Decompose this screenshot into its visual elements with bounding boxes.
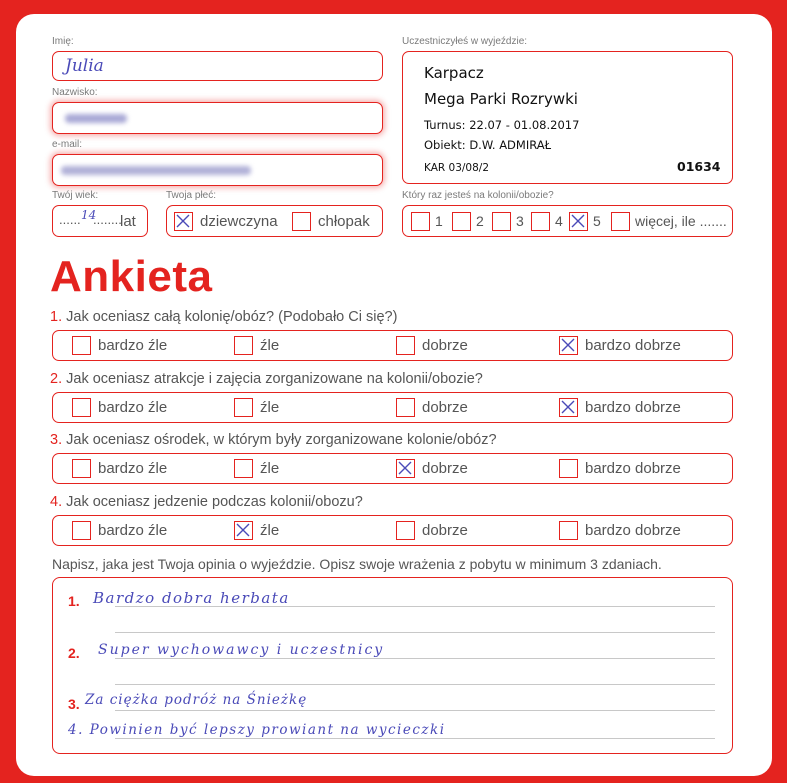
x-mark-icon [235,522,251,538]
trip-code: KAR 03/08/2 [424,162,489,174]
question-1-text [50,309,397,325]
age-unit: lat [120,213,136,230]
q3-option-3-checkbox[interactable] [396,459,415,478]
q1-option-2-label: źle [260,337,280,354]
email-redacted [61,166,251,175]
trip-obiekt: Obiekt: D.W. ADMIRAŁ [424,138,552,152]
times-5-label: 5 [593,213,601,229]
times-5-checkbox[interactable] [569,212,588,231]
opinion-line-4: 4. Powinien być lepszy prowiant na wycieczki [68,722,446,738]
question-2-text [50,371,483,387]
times-3-label: 3 [516,213,524,229]
q1-option-3-label: dobrze [422,337,468,354]
name-value: Julia [65,56,104,76]
q3-option-1-label: bardzo źle [98,460,168,477]
q4-option-2-label: źle [260,522,280,539]
question-number: 1. [50,309,63,325]
question-4-options [52,515,733,546]
q4-option-3-label: dobrze [422,522,468,539]
q4-option-4-label: bardzo dobrze [585,522,681,539]
trip-label: Uczestniczyłeś w wyjeździe: [402,36,528,47]
times-1-checkbox[interactable] [411,212,430,231]
q2-option-3-checkbox[interactable] [396,398,415,417]
q1-option-4-checkbox[interactable] [559,336,578,355]
age-field[interactable] [52,205,148,237]
gender-label: Twoja płeć: [166,190,217,201]
q2-option-1-checkbox[interactable] [72,398,91,417]
question-label: Jak oceniasz ośrodek, w którym były zorganizowane kolonie/obóz? [66,432,497,448]
x-mark-icon [560,399,576,415]
q1-option-1-label: bardzo źle [98,337,168,354]
email-label: e-mail: [52,139,83,150]
x-mark-icon [570,213,586,229]
opinion-line-2: Super wychowawcy i uczestnicy [98,642,385,658]
age-dots-after: ........ [93,212,122,227]
question-3-text [50,432,497,448]
opinion-num-1: 1. [68,593,80,609]
surname-redacted [65,114,127,123]
name-label: Imię: [52,36,74,47]
gender-field [166,205,383,237]
q1-option-1-checkbox[interactable] [72,336,91,355]
age-value: 14 [81,208,97,222]
q3-option-4-checkbox[interactable] [559,459,578,478]
q2-option-4-checkbox[interactable] [559,398,578,417]
q1-option-3-checkbox[interactable] [396,336,415,355]
gender-female-checkbox[interactable] [174,212,193,231]
q4-option-4-checkbox[interactable] [559,521,578,540]
question-4-text [50,494,363,510]
question-1-options [52,330,733,361]
q4-option-3-checkbox[interactable] [396,521,415,540]
question-3-options [52,453,733,484]
q1-option-2-checkbox[interactable] [234,336,253,355]
q3-option-2-label: źle [260,460,280,477]
times-4-label: 4 [555,213,563,229]
q2-option-2-checkbox[interactable] [234,398,253,417]
times-2-label: 2 [476,213,484,229]
trip-park: Mega Parki Rozrywki [424,90,578,108]
opinion-box[interactable] [52,577,733,754]
question-number: 3. [50,432,63,448]
gender-male-label: chłopak [318,213,370,230]
q4-option-1-label: bardzo źle [98,522,168,539]
q4-option-2-checkbox[interactable] [234,521,253,540]
age-dots-before: ...... [59,212,81,227]
q3-option-1-checkbox[interactable] [72,459,91,478]
x-mark-icon [560,337,576,353]
name-field[interactable] [52,51,383,81]
trip-box [402,51,733,184]
page-title: Ankieta [50,252,213,301]
opinion-line-1: Bardzo dobra herbata [93,589,290,607]
x-mark-icon [175,213,191,229]
surname-field[interactable] [52,102,383,134]
times-more-label: więcej, ile ....... [635,213,727,229]
times-2-checkbox[interactable] [452,212,471,231]
opinion-line-3: Za ciężka podróż na Śnieżkę [85,692,308,708]
q3-option-4-label: bardzo dobrze [585,460,681,477]
question-number: 4. [50,494,63,510]
survey-sheet [16,14,772,776]
question-label: Jak oceniasz jedzenie podczas kolonii/obozu? [66,494,363,510]
gender-female-label: dziewczyna [200,213,278,230]
opinion-prompt: Napisz, jaka jest Twoja opinia o wyjeździe. Opisz swoje wrażenia z pobytu w minimum 3 zdaniach. [52,556,662,572]
q2-option-3-label: dobrze [422,399,468,416]
question-label: Jak oceniasz atrakcje i zajęcia zorganizowane na kolonii/obozie? [66,371,483,387]
times-3-checkbox[interactable] [492,212,511,231]
surname-label: Nazwisko: [52,87,98,98]
q2-option-1-label: bardzo źle [98,399,168,416]
q2-option-4-label: bardzo dobrze [585,399,681,416]
age-label: Twój wiek: [52,190,99,201]
trip-number: 01634 [677,159,721,174]
gender-male-checkbox[interactable] [292,212,311,231]
trip-turnus: Turnus: 22.07 - 01.08.2017 [424,118,580,132]
times-4-checkbox[interactable] [531,212,550,231]
q2-option-2-label: źle [260,399,280,416]
times-more-checkbox[interactable] [611,212,630,231]
question-label: Jak oceniasz całą kolonię/obóz? (Podobało Ci się?) [66,309,398,325]
trip-place: Karpacz [424,64,484,82]
q3-option-2-checkbox[interactable] [234,459,253,478]
q3-option-3-label: dobrze [422,460,468,477]
times-1-label: 1 [435,213,443,229]
opinion-num-3: 3. [68,696,80,712]
q1-option-4-label: bardzo dobrze [585,337,681,354]
times-label: Który raz jesteś na kolonii/obozie? [402,190,554,201]
question-number: 2. [50,371,63,387]
times-field [402,205,733,237]
opinion-num-2: 2. [68,645,80,661]
q4-option-1-checkbox[interactable] [72,521,91,540]
email-field[interactable] [52,154,383,186]
question-2-options [52,392,733,423]
x-mark-icon [397,460,413,476]
